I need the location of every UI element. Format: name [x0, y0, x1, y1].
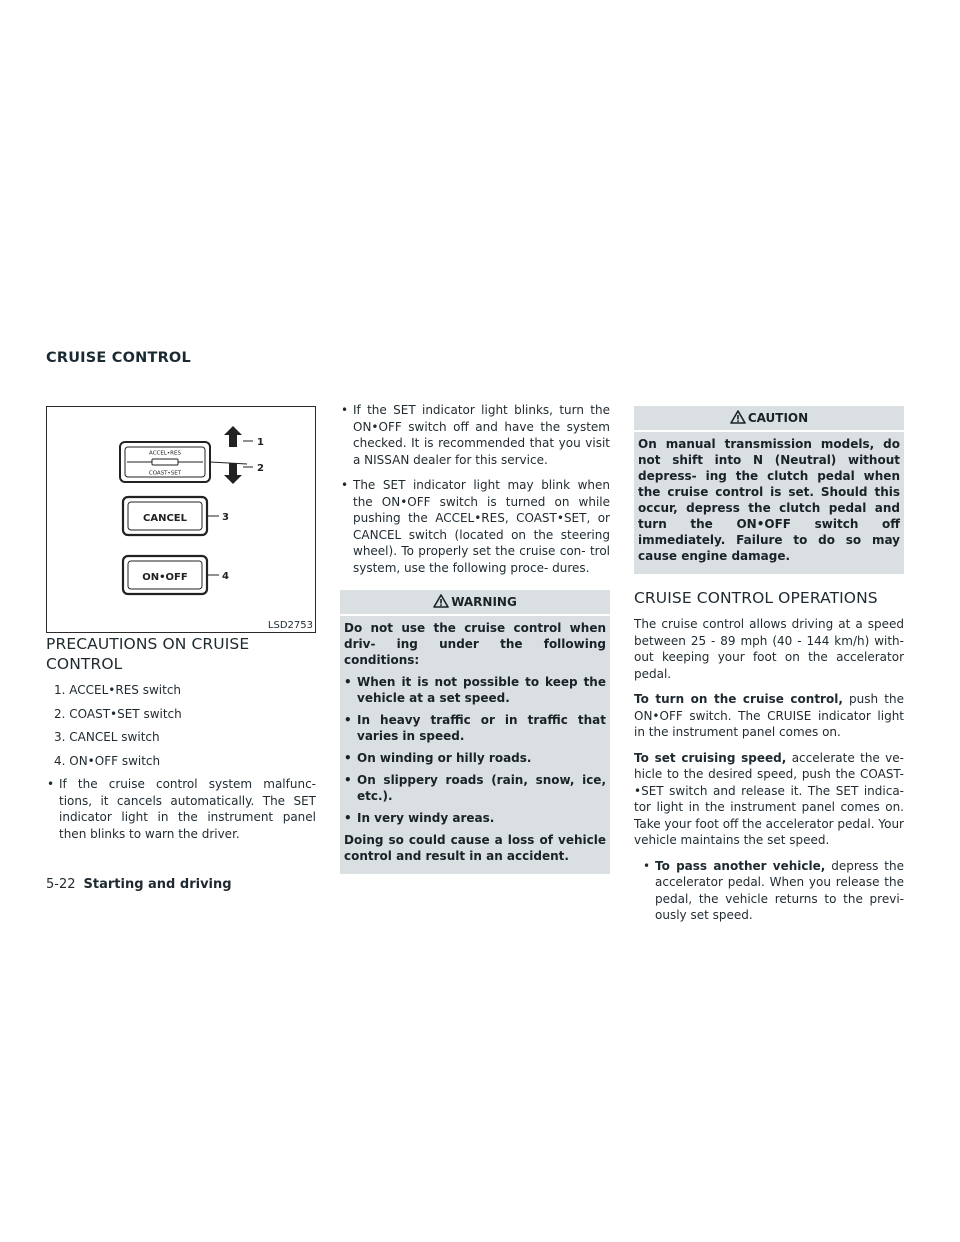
chapter-title: Starting and driving	[83, 877, 232, 892]
legend-item: 4. ON•OFF switch	[54, 753, 161, 768]
bullet-item: • If the SET indicator light blinks, turn the ON•OFF switch off and have the system checked. It is recommended that you visit a NISSAN dealer for this service.	[340, 402, 610, 468]
column-3	[634, 406, 904, 933]
precautions-bullets	[46, 776, 316, 842]
operations-heading: CRUISE CONTROL OPERATIONS	[634, 589, 878, 607]
precautions-heading: PRECAUTIONS ON CRUISE CONTROL	[46, 635, 250, 673]
turn-on-paragraph	[634, 691, 904, 741]
warning-intro: Do not use the cruise control when driv- ing under the following conditions:	[344, 621, 606, 667]
page-number: 5-22	[46, 877, 76, 892]
precautions-bullets-cont	[340, 402, 610, 576]
turn-on-lead: To turn on the cruise control,	[634, 692, 843, 706]
caution-triangle-icon	[730, 410, 746, 424]
coast-set-label: COAST•SET	[148, 470, 182, 477]
set-speed-paragraph	[634, 750, 904, 849]
column-2	[340, 402, 610, 874]
warning-label: WARNING	[451, 595, 517, 609]
section-title: CRUISE CONTROL	[46, 350, 191, 366]
caution-label: CAUTION	[747, 411, 809, 425]
warning-item: • In heavy traffic or in traffic that varies in speed.	[344, 712, 606, 744]
legend-item: 3. CANCEL switch	[54, 730, 160, 744]
warning-triangle-icon	[433, 594, 449, 608]
warning-list	[344, 674, 606, 826]
page-footer	[46, 877, 232, 892]
switch-illustration	[47, 407, 315, 632]
bullet-item: • If the cruise control system malfunc- tions, it cancels automatically. The SET indicator light in the instrument panel then blinks to warn the driver.	[46, 776, 316, 842]
operations-bullets	[634, 858, 904, 924]
warning-outro: Doing so could cause a loss of vehicle control and result in an accident.	[344, 833, 606, 863]
figure-code: LSD2753	[267, 620, 313, 631]
switch-legend	[46, 682, 316, 769]
warning-item: • In very windy areas.	[344, 810, 606, 826]
callout-2: 2	[257, 463, 264, 474]
switch-diagram	[46, 406, 316, 633]
pass-lead: To pass another vehicle,	[655, 858, 826, 873]
warning-item: • On slippery roads (rain, snow, ice, etc.).	[344, 772, 606, 804]
set-speed-lead: To set cruising speed,	[634, 750, 787, 765]
column-1	[46, 634, 316, 851]
operations-intro: The cruise control allows driving at a speed between 25 - 89 mph (40 - 144 km/h) with- out keeping your foot on the accelerator pedal.	[634, 617, 904, 681]
warning-box	[340, 590, 610, 874]
callout-4: 4	[222, 571, 229, 582]
caution-text: On manual transmission models, do not shift into N (Neutral) without depress- ing the clutch pedal when the cruise control is set. Should this occur, depress the clutch pedal and turn the ON•OFF switch off immediately. Failure to do so may cause engine damage.	[638, 437, 900, 563]
turn-on-text: push the ON•OFF switch. The CRUISE indicator light in the instrument panel comes on.	[634, 692, 905, 739]
onoff-switch-label: ON•OFF	[142, 572, 188, 583]
callout-3: 3	[222, 512, 229, 523]
pass-vehicle-item	[642, 858, 904, 924]
warning-item: • On winding or hilly roads.	[344, 750, 606, 766]
warning-header	[340, 590, 610, 616]
caution-header	[634, 406, 904, 432]
set-speed-text: accelerate the ve- hicle to the desired speed, push the COAST- •SET switch and release it. The SET indica- tor light in the instrument panel comes on. Take your foot off the accelerator pedal. Your vehicle maintains the set speed.	[634, 750, 904, 847]
accel-res-label: ACCEL•RES	[149, 450, 181, 457]
caution-box	[634, 406, 904, 574]
arrow-down-icon	[224, 463, 242, 484]
legend-item: 2. COAST•SET switch	[54, 706, 182, 721]
cancel-switch-label: CANCEL	[143, 513, 187, 524]
legend-item: 1. ACCEL•RES switch	[54, 683, 182, 697]
arrow-up-icon	[224, 426, 242, 447]
pass-text: depress the accelerator pedal. When you release the pedal, the vehicle returns to the previ- ously set speed.	[655, 858, 904, 922]
callout-1: 1	[257, 437, 264, 448]
warning-item: • When it is not possible to keep the vehicle at a set speed.	[344, 674, 606, 706]
bullet-item: • The SET indicator light may blink when the ON•OFF switch is turned on while pushing the ACCEL•RES, COAST•SET, or CANCEL switch (located on the steering wheel). To properly set the cruise con- trol system, use the following proce- dures.	[340, 477, 610, 576]
